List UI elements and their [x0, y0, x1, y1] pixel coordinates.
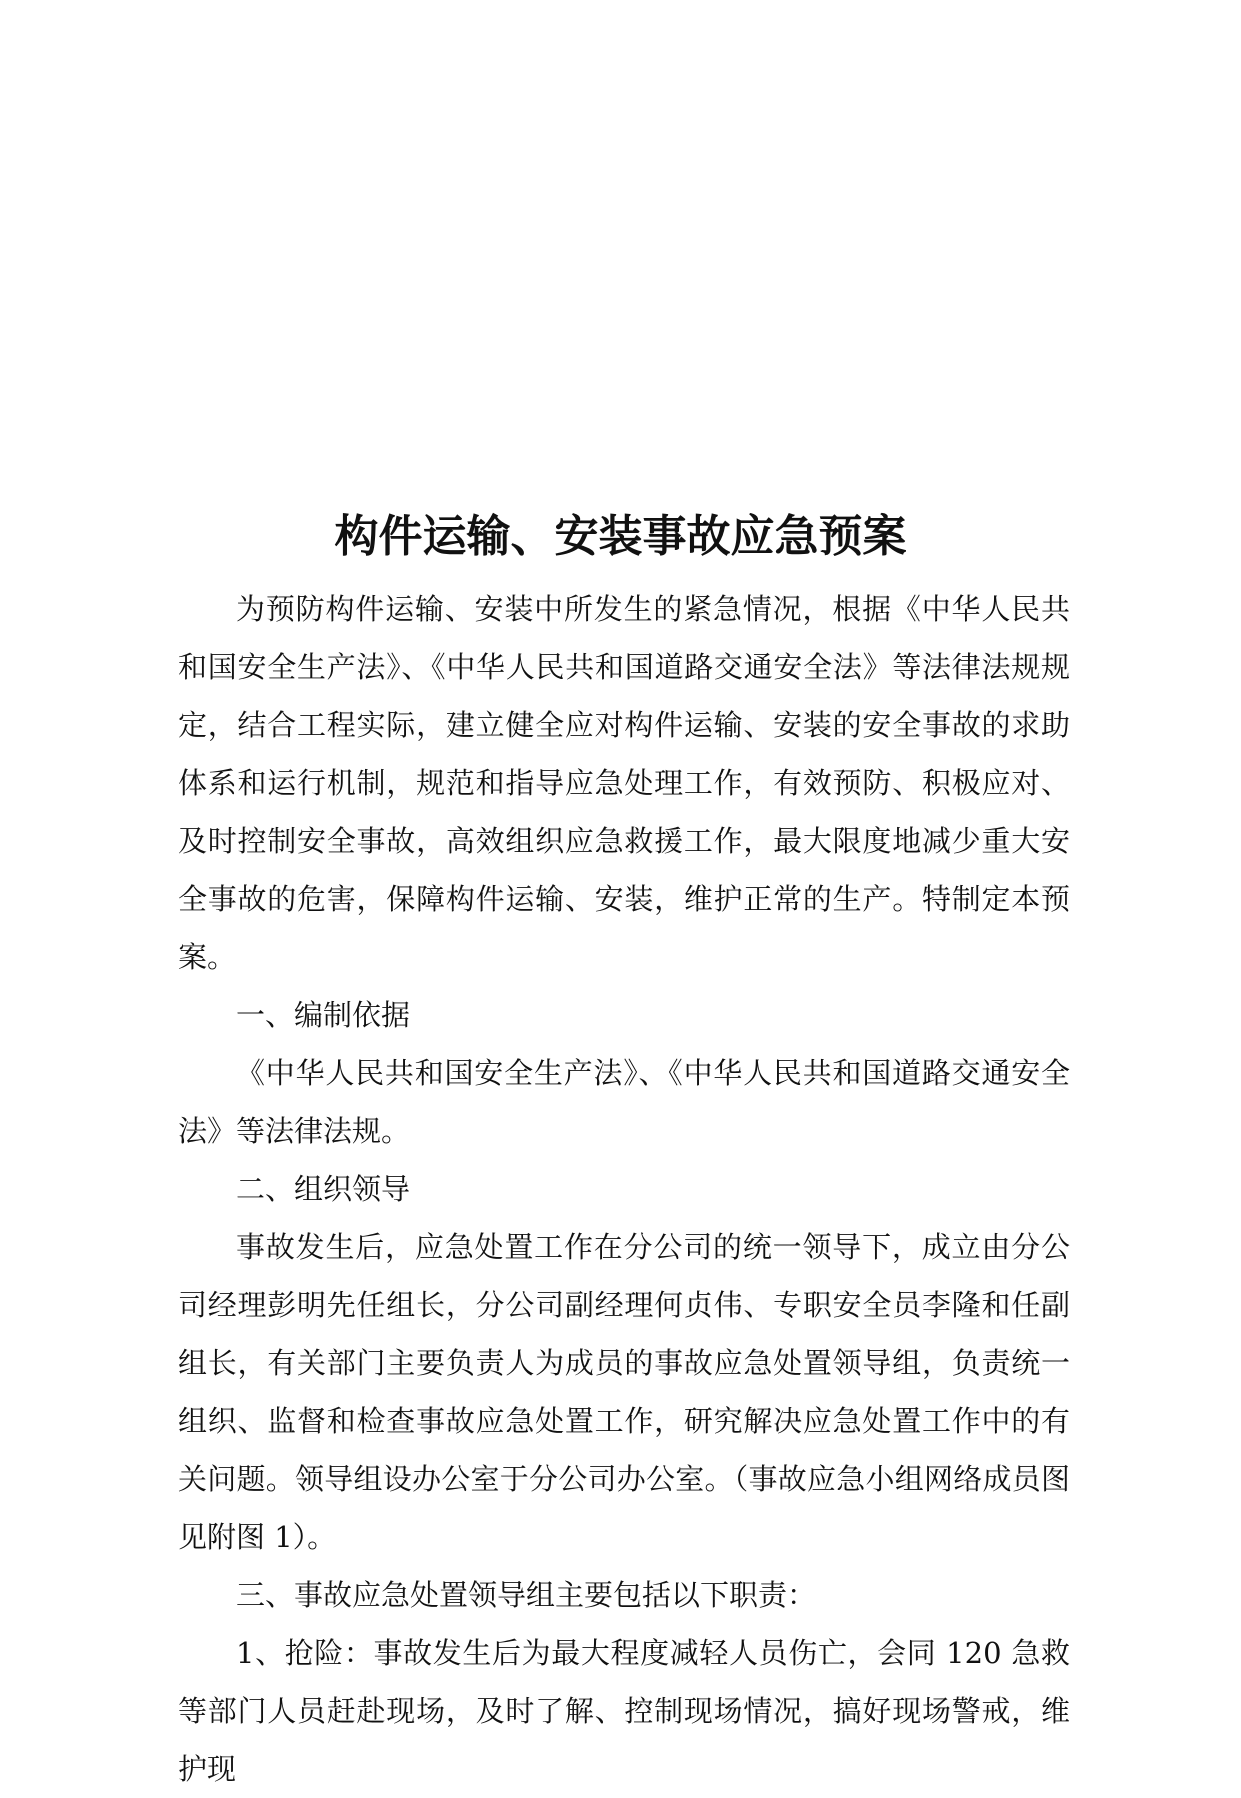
document-body: [178, 580, 1070, 1798]
paragraph-basis: 《中华人民共和国安全生产法》、《中华人民共和国道路交通安全法》等法律法规。: [178, 1056, 1070, 1148]
section-heading-basis: 一、编制依据: [236, 998, 411, 1032]
document-title: 构件运输、安装事故应急预案: [334, 511, 907, 562]
section-heading-organization: 二、组织领导: [236, 1172, 411, 1206]
paragraph-intro: 为预防构件运输、安装中所发生的紧急情况，根据《中华人民共和国安全生产法》、《中华人民共和国道路交通安全法》等法律法规规定，结合工程实际，建立健全应对构件运输、安装的安全事故的求助体系和运行机制，规范和指导应急处理工作，有效预防、积极应对、及时控制安全事故，高效组织应急救援工作，最大限度地减少重大安全事故的危害，保障构件运输、安装，维护正常的生产。特制定本预案。: [178, 592, 1070, 974]
paragraph-organization: 事故发生后，应急处置工作在分公司的统一领导下，成立由分公司经理彭明先任组长，分公司副经理何贞伟、专职安全员李隆和任副组长，有关部门主要负责人为成员的事故应急处置领导组，负责统一组织、监督和检查事故应急处置工作，研究解决应急处置工作中的有关问题。领导组设办公室于分公司办公室。（事故应急小组网络成员图见附图 1）。: [178, 1230, 1070, 1554]
paragraph-duty-rescue: 1、抢险：事故发生后为最大程度减轻人员伤亡，会同 120 急救等部门人员赶赴现场，及时了解、控制现场情况，搞好现场警戒，维护现: [178, 1636, 1070, 1786]
section-heading-duties: 三、事故应急处置领导组主要包括以下职责：: [236, 1578, 817, 1612]
